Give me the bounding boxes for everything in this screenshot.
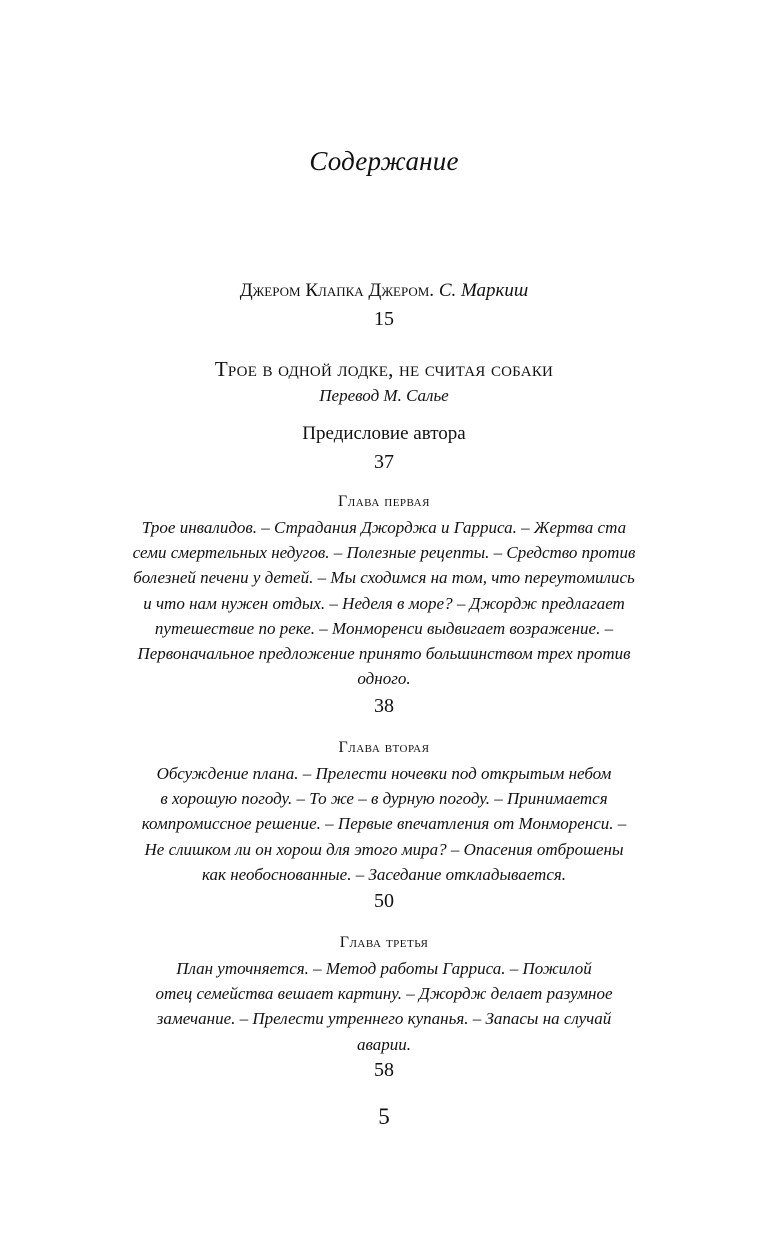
essay-page-number: 15 [374, 308, 394, 330]
synopsis-line: Не слишком ли он хорош для этого мира? – Опасения отброшены [144, 839, 624, 859]
synopsis-line: Первоначальное предложение принято большинством трех против [137, 644, 631, 664]
synopsis-line: компромиссное решение. – Первые впечатления от Монморенси. – [141, 814, 627, 834]
essay-entry [0, 280, 768, 302]
synopsis-line: Трое инвалидов. – Страдания Джорджа и Гарриса. – Жертва ста [141, 518, 627, 537]
essay-title: Джером Клапка Джером. [239, 280, 435, 301]
book-title: Трое в одной лодке, не считая собаки [214, 357, 554, 381]
chapter-1-heading: Глава первая [338, 493, 430, 510]
preface-title: Предисловие автора [302, 423, 466, 444]
folio-page-number: 5 [378, 1104, 390, 1129]
chapter-2-heading: Глава вторая [338, 739, 430, 756]
preface-page-number: 37 [374, 451, 394, 473]
synopsis-line: болезней печени у детей. – Мы сходимся на том, что переутомились [133, 568, 635, 588]
page-title: Содержание [309, 146, 459, 176]
chapter-3-synopsis [70, 956, 698, 1057]
book-translator: Перевод М. Салье [319, 386, 449, 405]
chapter-1-page-number: 38 [374, 695, 394, 717]
chapter-2-page-number: 50 [374, 890, 394, 912]
synopsis-line: и что нам нужен отдых. – Неделя в море? – Джордж предлагает [143, 593, 625, 613]
synopsis-line: в хорошую погоду. – То же – в дурную погоду. – Принимается [160, 789, 608, 809]
synopsis-line: План уточняется. – Метод работы Гарриса. – Пожилой [176, 959, 592, 978]
synopsis-line: как необоснованные. – Заседание откладывается. [201, 864, 567, 884]
chapter-1-synopsis [70, 515, 698, 691]
synopsis-line: путешествие по реке. – Монморенси выдвигает возражение. – [154, 618, 614, 638]
synopsis-line: отец семейства вешает картину. – Джордж делает разумное [155, 984, 613, 1004]
synopsis-line: замечание. – Прелести утреннего купанья. – Запасы на случай [156, 1009, 612, 1029]
chapter-3-heading: Глава третья [339, 934, 429, 951]
synopsis-line: одного. [357, 669, 411, 689]
essay-author: С. Маркиш [438, 280, 529, 301]
chapter-3-page-number: 58 [374, 1059, 394, 1081]
synopsis-line: Обсуждение плана. – Прелести ночевки под открытым небом [156, 764, 612, 783]
chapter-2-synopsis [70, 761, 698, 887]
synopsis-line: аварии. [356, 1034, 411, 1054]
synopsis-line: семи смертельных недугов. – Полезные рецепты. – Средство против [132, 543, 636, 563]
